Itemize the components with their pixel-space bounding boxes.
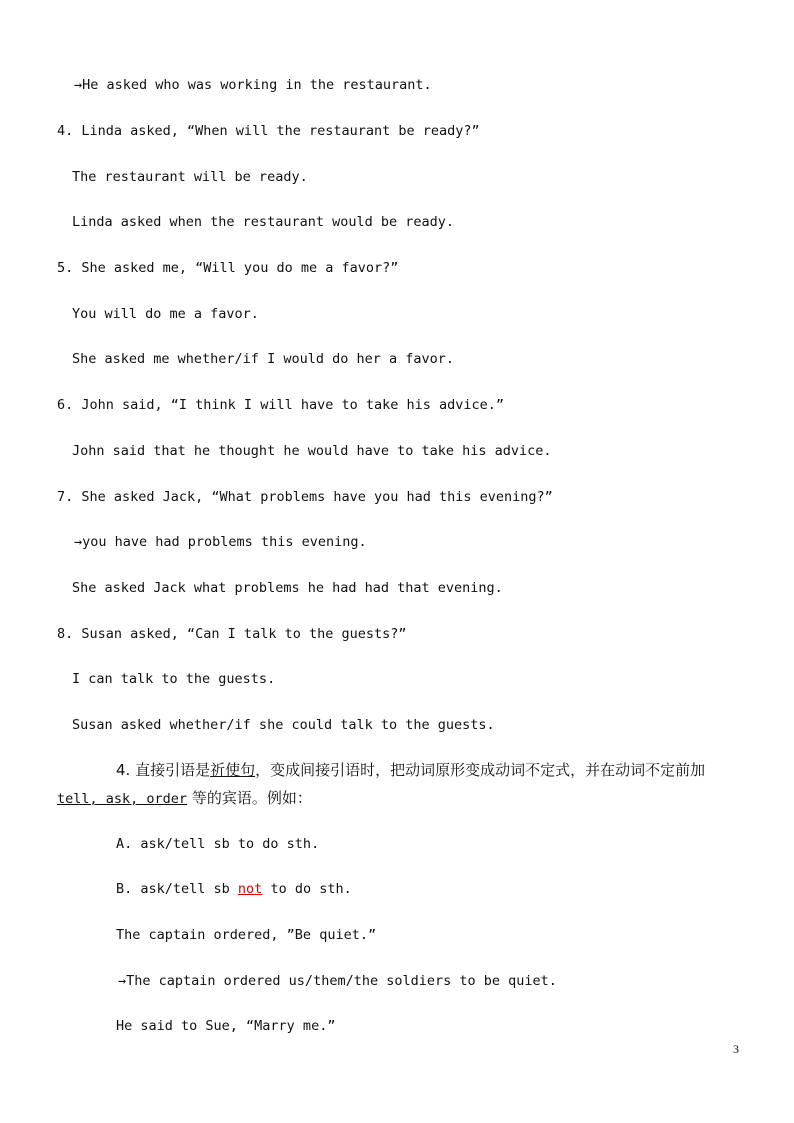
example-line: The captain ordered, ”Be quiet.” bbox=[116, 927, 377, 943]
question-5: 5. She asked me, “Will you do me a favor?” bbox=[57, 260, 399, 276]
answer-line: You will do me a favor. bbox=[72, 306, 259, 322]
answer-line: Susan asked whether/if she could talk to the guests. bbox=[72, 717, 495, 733]
rule-4-continuation bbox=[57, 788, 312, 809]
pattern-b-not: not bbox=[237, 881, 263, 897]
rule-4-suffix: ，变成间接引语时，把动词原形变成动词不定式，并在动词不定前加 bbox=[255, 761, 706, 779]
answer-line: I can talk to the guests. bbox=[72, 671, 276, 687]
example-line: →The captain ordered us/them/the soldiers to be quiet. bbox=[118, 973, 557, 989]
rule-4-verbs: tell, ask, order bbox=[57, 791, 188, 807]
rule-4-verbs-suffix: 等的宾语。例如： bbox=[187, 789, 312, 807]
rule-4-prefix: 4. 直接引语是 bbox=[116, 761, 211, 779]
page-number: 3 bbox=[733, 1042, 739, 1056]
answer-line: The restaurant will be ready. bbox=[72, 169, 308, 185]
rule-4-underlined-term: 祈使句 bbox=[210, 761, 256, 779]
rule-4-heading bbox=[116, 760, 705, 780]
question-4: 4. Linda asked, “When will the restaurant be ready?” bbox=[57, 123, 480, 139]
question-8: 8. Susan asked, “Can I talk to the guests?” bbox=[57, 626, 407, 642]
answer-line: →you have had problems this evening. bbox=[74, 534, 367, 550]
pattern-b-prefix: B. ask/tell sb bbox=[116, 881, 238, 897]
question-7: 7. She asked Jack, “What problems have you had this evening?” bbox=[57, 489, 553, 505]
example-line: He said to Sue, “Marry me.” bbox=[116, 1018, 336, 1034]
answer-line: She asked Jack what problems he had had that evening. bbox=[72, 580, 503, 596]
answer-line: She asked me whether/if I would do her a favor. bbox=[72, 351, 455, 367]
question-6: 6. John said, “I think I will have to take his advice.” bbox=[57, 397, 505, 413]
answer-line: Linda asked when the restaurant would be ready. bbox=[72, 214, 455, 230]
pattern-b bbox=[116, 879, 352, 899]
pattern-b-suffix: to do sth. bbox=[262, 881, 352, 897]
pattern-a: A. ask/tell sb to do sth. bbox=[116, 836, 320, 852]
answer-line: John said that he thought he would have to take his advice. bbox=[72, 443, 552, 459]
answer-line: →He asked who was working in the restaurant. bbox=[74, 77, 432, 93]
